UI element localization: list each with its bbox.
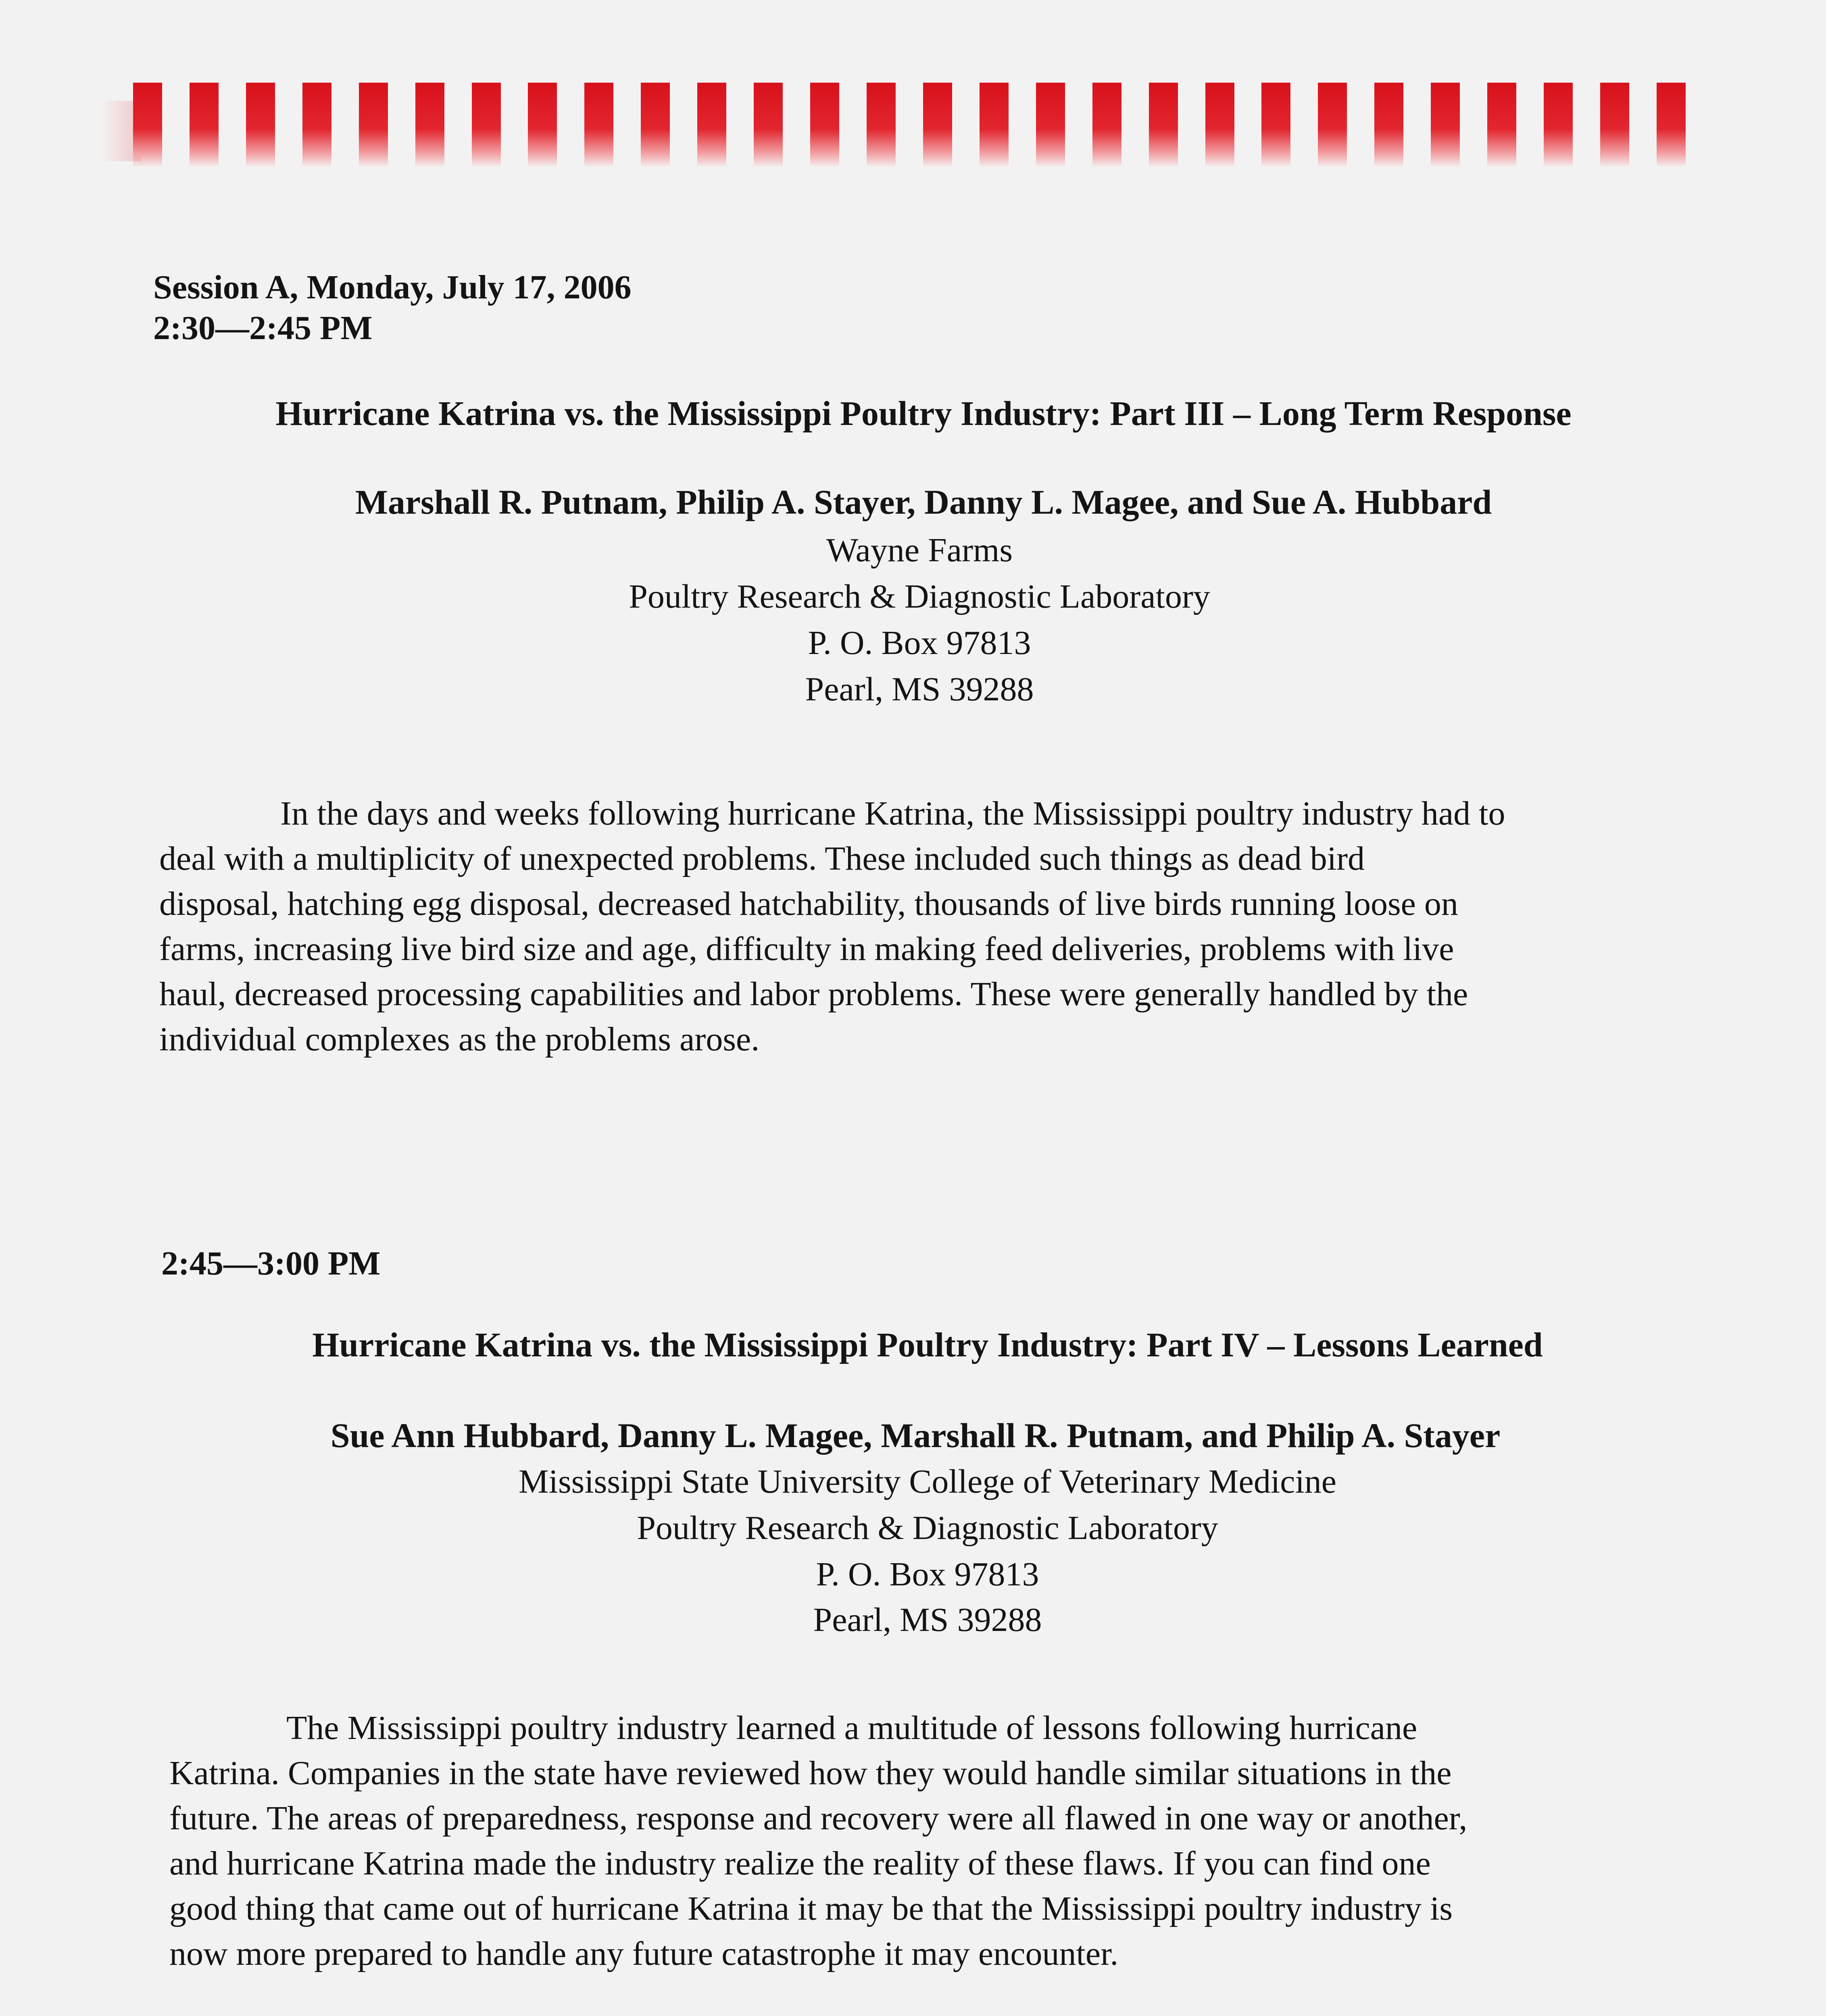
banner-stripe	[359, 83, 388, 167]
banner-stripe	[754, 83, 783, 167]
banner-stripe	[1036, 83, 1065, 167]
talk-1-affiliation-2: Poultry Research & Diagnostic Laboratory	[629, 578, 1210, 615]
abstract-line: now more prepared to handle any future catastrophe it may encounter.	[169, 1935, 1119, 1972]
abstract-line: The Mississippi poultry industry learned a multitude of lessons following hurricane	[286, 1709, 1417, 1747]
abstract-line: individual complexes as the problems arose.	[159, 1020, 760, 1058]
banner-stripe	[1205, 83, 1234, 167]
banner-stripe	[1544, 83, 1573, 167]
talk-1-affiliation-1: Wayne Farms	[826, 531, 1013, 569]
abstract-line: haul, decreased processing capabilities and labor problems. These were generally handled by the	[159, 975, 1468, 1013]
banner-stripe	[1092, 83, 1121, 167]
banner-stripe	[246, 83, 275, 167]
abstract-line: and hurricane Katrina made the industry realize the reality of these flaws. If you can find one	[169, 1845, 1431, 1882]
talk-2-abstract	[169, 1706, 1742, 1976]
talk-2-affiliation-4: Pearl, MS 39288	[813, 1601, 1042, 1639]
talk-2-title: Hurricane Katrina vs. the Mississippi Poultry Industry: Part IV – Lessons Learned	[312, 1325, 1543, 1364]
banner-stripe	[1657, 83, 1686, 167]
banner-stripe	[1374, 83, 1403, 167]
banner-stripe	[1487, 83, 1516, 167]
banner-stripe	[1600, 83, 1629, 167]
abstract-line: farms, increasing live bird size and age, difficulty in making feed deliveries, problems with live	[159, 930, 1454, 968]
talk-1-authors: Marshall R. Putnam, Philip A. Stayer, Danny L. Magee, and Sue A. Hubbard	[355, 483, 1492, 521]
banner-stripe	[302, 83, 331, 167]
banner-stripe	[190, 83, 219, 167]
banner-stripe	[980, 83, 1009, 167]
talk-1-affiliation-4: Pearl, MS 39288	[805, 671, 1034, 708]
session-header: Session A, Monday, July 17, 2006	[153, 269, 632, 306]
talk-1-abstract	[159, 791, 1732, 1062]
red-striped-banner	[133, 83, 1686, 167]
banner-stripe	[133, 83, 162, 167]
bleed-through-text	[1089, 266, 1097, 311]
abstract-line: disposal, hatching egg disposal, decreased hatchability, thousands of live birds running loose on	[159, 885, 1458, 923]
talk-1-title: Hurricane Katrina vs. the Mississippi Poultry Industry: Part III – Long Term Response	[275, 394, 1572, 433]
banner-stripe	[1431, 83, 1460, 167]
banner-stripe	[923, 83, 952, 167]
banner-stripe	[641, 83, 670, 167]
talk-1-time: 2:30—2:45 PM	[153, 309, 373, 347]
abstract-line: In the days and weeks following hurricane Katrina, the Mississippi poultry industry had to	[280, 795, 1505, 832]
talk-2-affiliation-2: Poultry Research & Diagnostic Laboratory	[637, 1509, 1218, 1547]
banner-stripe	[472, 83, 501, 167]
banner-stripe	[1318, 83, 1347, 167]
talk-2-time: 2:45—3:00 PM	[161, 1245, 381, 1282]
talk-2-affiliation-1: Mississippi State University College of Veterinary Medicine	[518, 1463, 1337, 1500]
banner-stripe	[415, 83, 444, 167]
banner-stripe	[528, 83, 557, 167]
banner-stripe	[697, 83, 726, 167]
abstract-line: Katrina. Companies in the state have reviewed how they would handle similar situations in the	[169, 1754, 1452, 1792]
banner-stripe	[810, 83, 839, 167]
banner-stripe	[867, 83, 896, 167]
banner-stripe	[1149, 83, 1178, 167]
abstract-line: deal with a multiplicity of unexpected problems. These included such things as dead bird	[159, 840, 1365, 877]
abstract-line: good thing that came out of hurricane Katrina it may be that the Mississippi poultry industry is	[169, 1890, 1453, 1927]
banner-stripe	[584, 83, 613, 167]
abstract-line: future. The areas of preparedness, response and recovery were all flawed in one way or another,	[169, 1799, 1467, 1837]
talk-2-affiliation-3: P. O. Box 97813	[816, 1556, 1039, 1593]
talk-2-authors: Sue Ann Hubbard, Danny L. Magee, Marshall R. Putnam, and Philip A. Stayer	[330, 1416, 1501, 1455]
banner-stripe	[1261, 83, 1290, 167]
talk-1-affiliation-3: P. O. Box 97813	[808, 624, 1031, 662]
